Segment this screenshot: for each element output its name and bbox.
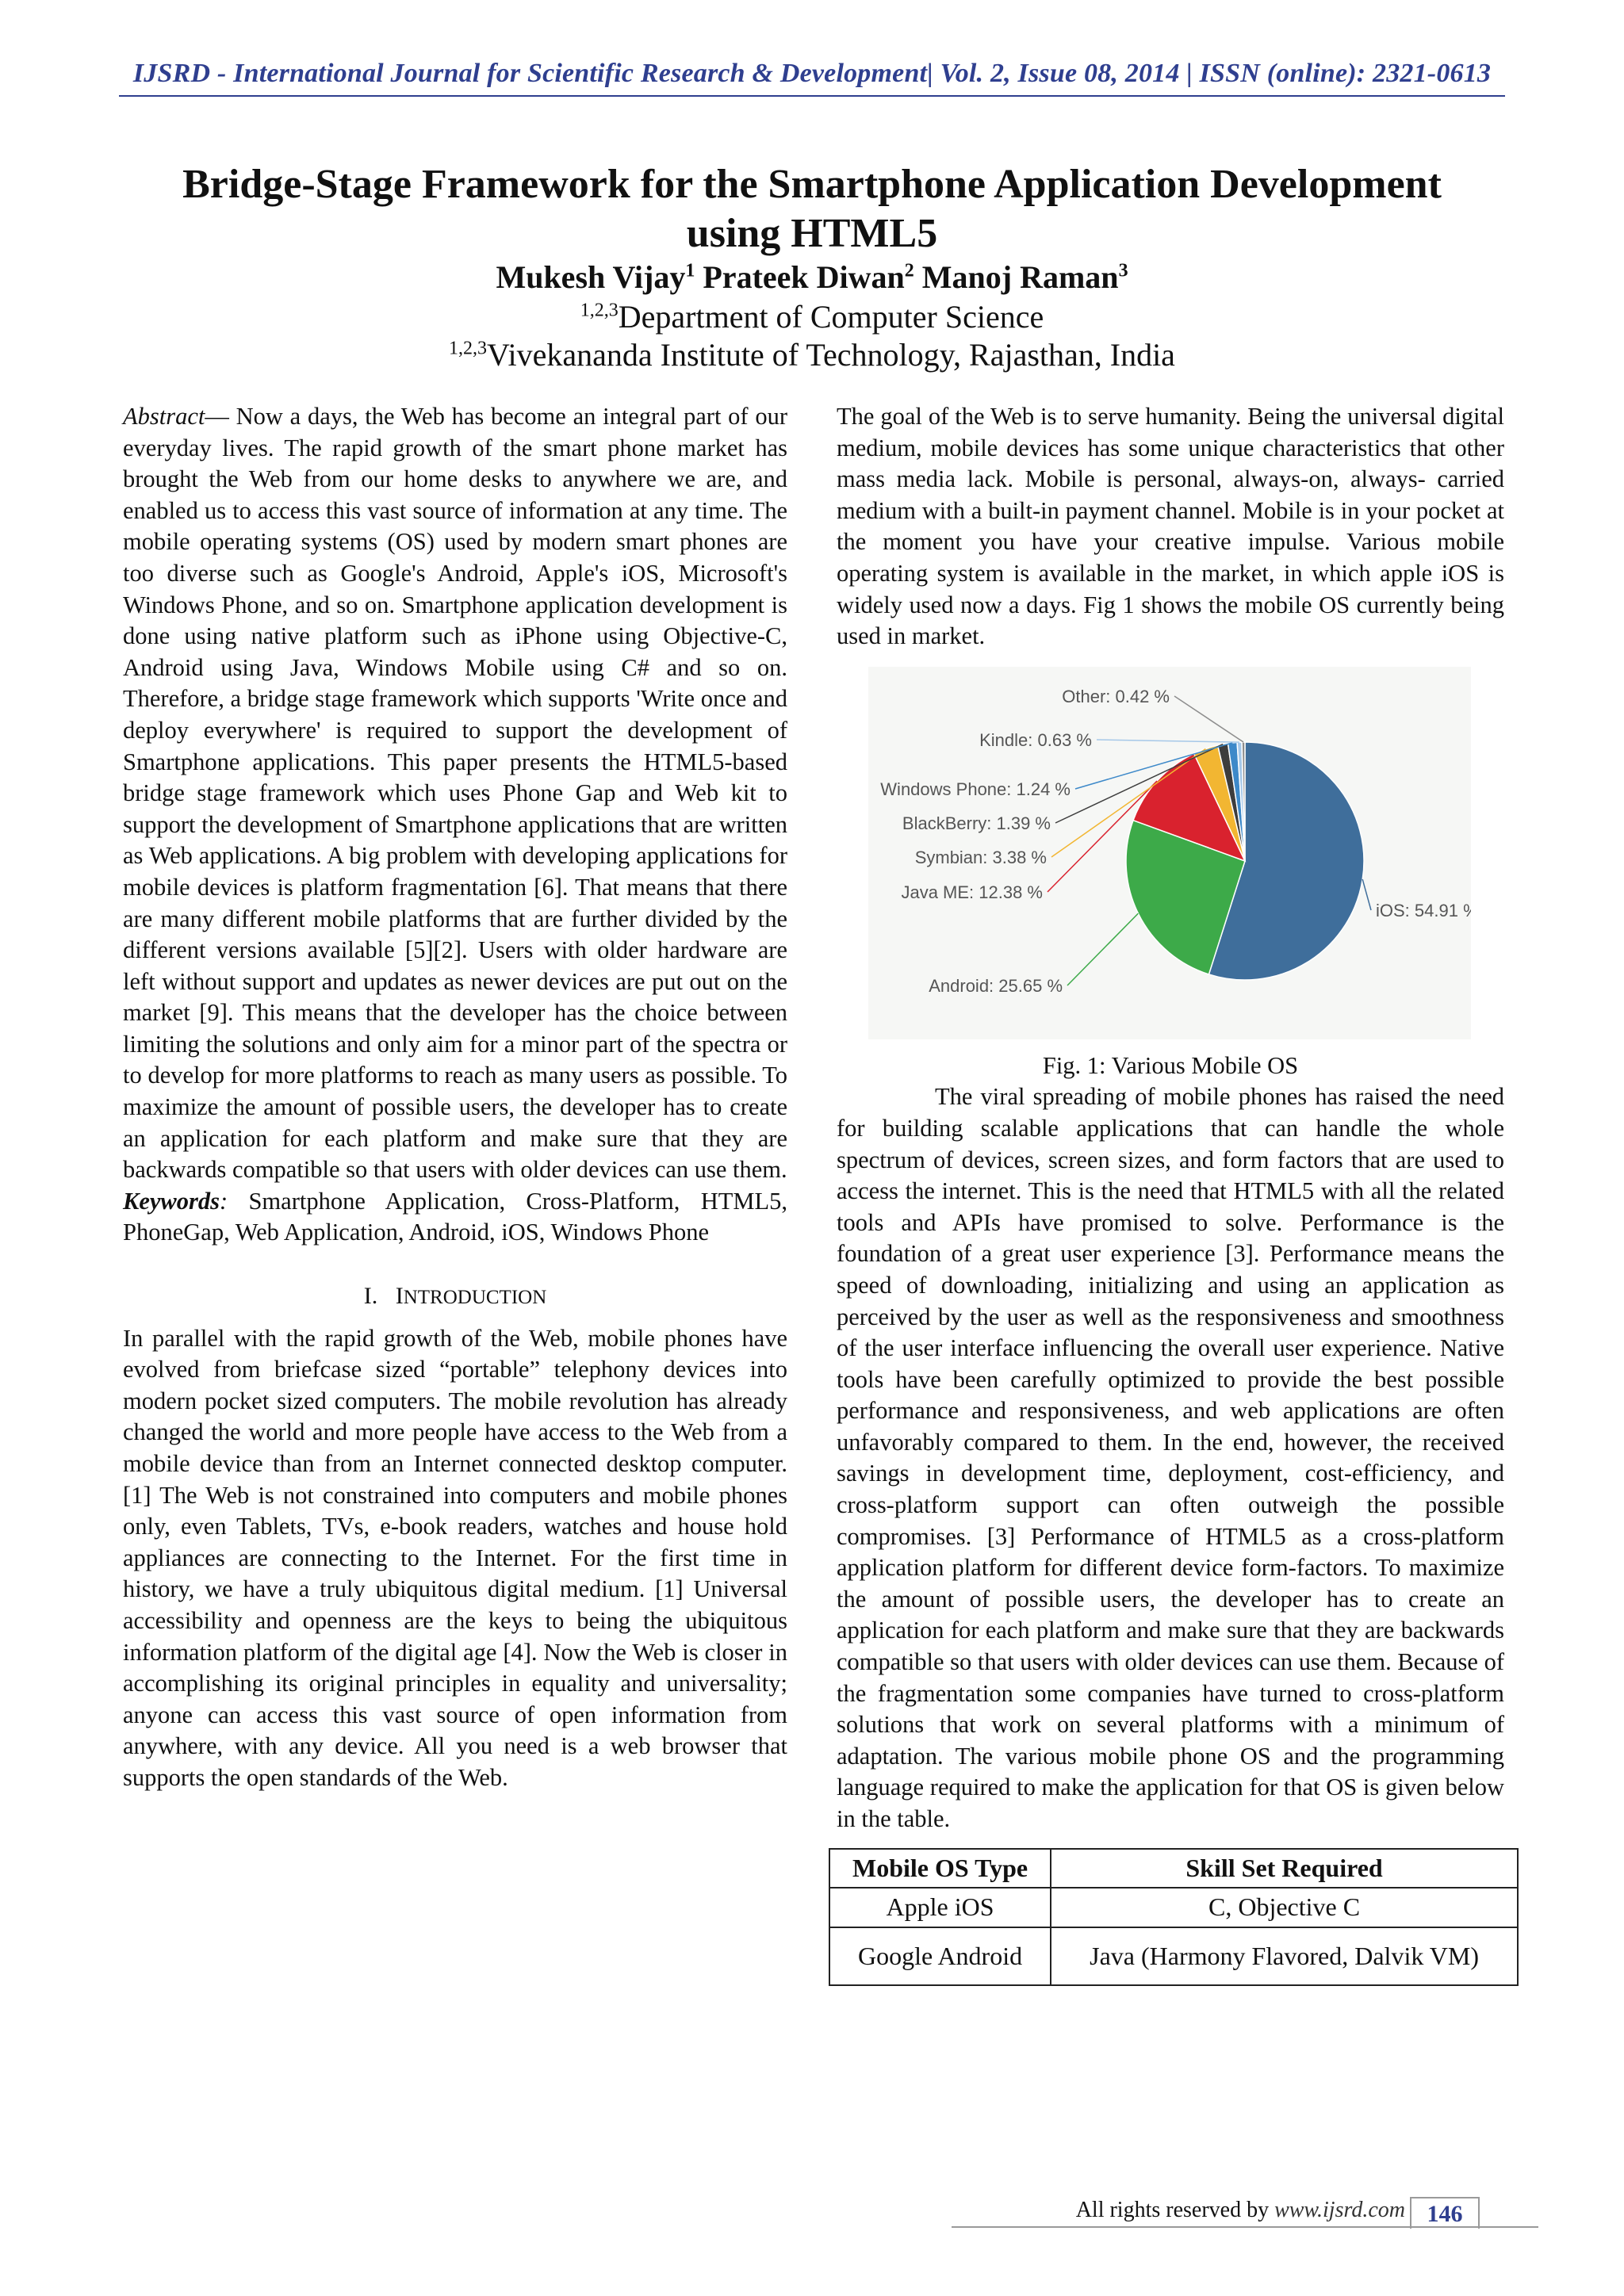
author-name: Prateek Diwan bbox=[703, 259, 905, 295]
performance-paragraph: The viral spreading of mobile phones has raised the need for building scalable applications that can handle the whole spectrum of devices, screen sizes, and form factors that are used to access the internet. This is the need that HTML5 with all the related tools and APIs have promised to solve. Performance is the foundation of a great user experience [3]. Performance means the speed of downloading, initializing and using an application as perceived by the user as well as the responsiveness and smoothness of the user interface influencing the overall user experience. Native tools have been carefully optimized to provide the best possible performance and responsiveness, and web applications are often unfavorably compared to them. In the end, however, the received savings in development time, deployment, cost-efficiency, and cross-platform support can often outweigh the possible compromises. [3] Performance of HTML5 as a cross-platform application platform for different device form-factors. To maximize the amount of possible users, the developer has to create an application for each platform and make sure that they are backwards compatible so that users with older devices can use them. Because of the fragmentation some companies have turned to cross-platform solutions that work on several platforms with a minimum of adaptation. The various mobile phone OS and the programming language required to make the application for that OS is given below in the table. bbox=[837, 1083, 1504, 1832]
right-column bbox=[837, 401, 1504, 1986]
table-row bbox=[829, 1888, 1518, 1927]
title-line-1: Bridge-Stage Framework for the Smartphone Application Development bbox=[182, 162, 1442, 207]
table-header-cell: Skill Set Required bbox=[1051, 1849, 1518, 1888]
author-sup: 2 bbox=[904, 260, 914, 281]
keywords-paragraph bbox=[123, 1186, 787, 1249]
introduction-paragraph: In parallel with the rapid growth of the Web, mobile phones have evolved from briefcase sized “portable” telephony devices into modern pocket sized computers. The mobile revolution has already changed the world and more people have access to the Web from a mobile device than from an Internet connected desktop computer. [1] The Web is not constrained into computers and mobile phones only, even Tablets, TVs, e-book readers, watches and house hold appliances are connecting to the Internet. For the first time in history, we have a truly ubiquitous digital medium. [1] Universal accessibility and openness are the keys to being the ubiquitous information platform of the digital age [4]. Now the Web is closer in accomplishing its original principles in equality and universality; anyone can access this vast source of open information from anywhere, with any device. All you need is a web browser that supports the open standards of the Web. bbox=[123, 1324, 787, 1791]
keywords-label: Keywords bbox=[123, 1187, 220, 1215]
header-rule bbox=[119, 95, 1505, 97]
pie-label-ios: iOS: 54.91 % bbox=[1376, 900, 1471, 920]
footer-rights bbox=[1076, 2198, 1405, 2223]
table-row bbox=[829, 1927, 1518, 1986]
figure-mobile-os-pie bbox=[868, 667, 1471, 1039]
table-cell: Google Android bbox=[829, 1927, 1051, 1986]
title-line-2: using HTML5 bbox=[686, 211, 938, 256]
section-heading-rest: NTRODUCTION bbox=[403, 1287, 547, 1309]
table-header-cell: Mobile OS Type bbox=[829, 1849, 1051, 1888]
table-cell: Apple iOS bbox=[829, 1888, 1051, 1927]
affiliation-text: Department of Computer Science bbox=[618, 299, 1044, 335]
pie-label-symbian: Symbian: 3.38 % bbox=[914, 847, 1047, 867]
keywords-colon: : bbox=[220, 1187, 228, 1215]
table-cell: C, Objective C bbox=[1051, 1888, 1518, 1927]
abstract-dash: — bbox=[205, 403, 236, 430]
affiliation-text: Vivekananda Institute of Technology, Rajasthan, India bbox=[487, 337, 1175, 373]
section-number: I. bbox=[363, 1283, 378, 1310]
journal-header: IJSRD - International Journal for Scientific Research & Development| Vol. 2, Issue 08, 2014 | ISSN (online): 2321-0613 bbox=[132, 59, 1492, 88]
author-name: Mukesh Vijay bbox=[496, 259, 686, 295]
paper-title bbox=[119, 160, 1505, 258]
affiliation-sup: 1,2,3 bbox=[580, 300, 619, 321]
figure-caption: Fig. 1: Various Mobile OS bbox=[1042, 1051, 1299, 1079]
goal-paragraph: The goal of the Web is to serve humanity. Being the universal digital medium, mobile devices has some unique characteristics that other mass media lack. Mobile is personal, always-on, always- carried medium with a built-in payment channel. Mobile is in your pocket at the moment you have your creative impulse. Various mobile operating system is available in the market, in which apple iOS is widely used now a days. Fig 1 shows the mobile OS currently being used in market. bbox=[837, 403, 1504, 650]
affiliation-institute bbox=[119, 336, 1505, 373]
pie-leader-android bbox=[1067, 913, 1138, 985]
abstract-text: Now a days, the Web has become an integral part of our everyday lives. The rapid growth of the smart phone market has brought the Web from our home desks to anywhere we are, and enabled us to access this vast source of information at any time. The mobile operating systems (OS) used by modern smart phones are too diverse such as Google's Android, Apple's iOS, Microsoft's Windows Phone, and so on. Smartphone application development is done using native platform such as iPhone using Objective-C, Android using Java, Windows Mobile using C# and so on. Therefore, a bridge stage framework which supports 'Write once and deploy everywhere' is required to support the development of Smartphone applications. This paper presents the HTML5-based bridge stage framework which uses Phone Gap and Web kit to support the development of Smartphone applications that are written as Web applications. A big problem with developing applications for mobile devices is platform fragmentation [6]. That means that there are many different mobile platforms that are further divided by the different versions available [5][2]. Users with older hardware are left without support and updates as newer devices are put out on the market [9]. This means that the developer has the choice between limiting the solutions and only aim for a minor part of the spectra or to develop for more platforms to reach as many users as possible. To maximize the amount of possible users, the developer has to create an application for each platform and make sure that they are backwards compatible so that users with older devices can use them. bbox=[123, 403, 787, 1184]
pie-label-blackberry: BlackBerry: 1.39 % bbox=[902, 813, 1051, 833]
left-column bbox=[123, 401, 787, 1794]
author-name: Manoj Raman bbox=[921, 259, 1119, 295]
pie-label-kindle: Kindle: 0.63 % bbox=[979, 729, 1092, 750]
table-header-row bbox=[829, 1849, 1518, 1888]
skills-table bbox=[829, 1848, 1519, 1987]
table-cell: Java (Harmony Flavored, Dalvik VM) bbox=[1051, 1927, 1518, 1986]
pie-label-java-me: Java ME: 12.38 % bbox=[901, 882, 1043, 902]
page-number: 146 bbox=[1410, 2197, 1480, 2229]
author-list bbox=[119, 258, 1505, 296]
author-sup: 3 bbox=[1118, 260, 1128, 281]
pie-label-other: Other: 0.42 % bbox=[1062, 686, 1170, 706]
affiliation-department bbox=[119, 298, 1505, 335]
pie-chart bbox=[868, 667, 1471, 1039]
pie-leader-other bbox=[1174, 696, 1243, 742]
footer-rule bbox=[952, 2226, 1538, 2228]
author-sup: 1 bbox=[685, 260, 695, 281]
pie-leader-ios bbox=[1362, 879, 1371, 910]
pie-leader-kindle bbox=[1097, 740, 1239, 742]
keywords-text: Smartphone Application, Cross-Platform, HTML5, PhoneGap, Web Application, Android, iOS, Windows Phone bbox=[123, 1187, 787, 1246]
pie-label-windows-phone: Windows Phone: 1.24 % bbox=[880, 779, 1071, 799]
pie-label-android: Android: 25.65 % bbox=[929, 975, 1063, 996]
footer-site-link[interactable]: www.ijsrd.com bbox=[1274, 2198, 1405, 2222]
abstract-paragraph bbox=[123, 401, 787, 1186]
section-heading-initial: I bbox=[395, 1283, 404, 1310]
section-heading-introduction bbox=[123, 1280, 787, 1314]
footer-rights-text: All rights reserved by bbox=[1075, 2198, 1275, 2222]
affiliation-sup: 1,2,3 bbox=[449, 338, 488, 359]
abstract-label: Abstract bbox=[123, 403, 205, 430]
